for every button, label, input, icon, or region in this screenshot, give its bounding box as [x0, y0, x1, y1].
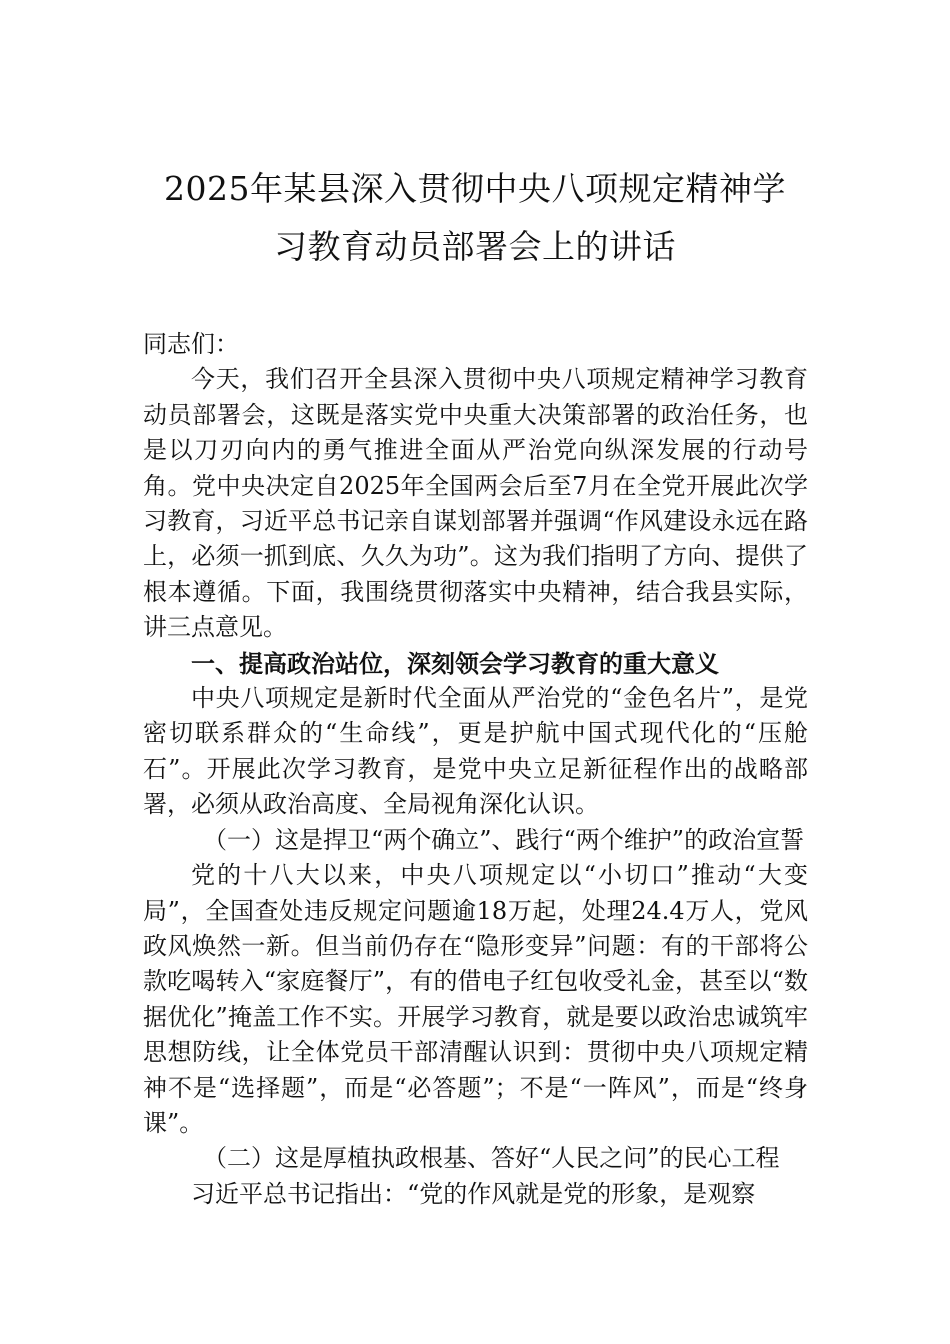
- title-line-1: 2025年某县深入贯彻中央八项规定精神学: [164, 169, 786, 208]
- salutation: 同志们：: [143, 330, 239, 358]
- title-line-2: 习教育动员部署会上的讲话: [274, 227, 676, 266]
- paragraph-subsection-2: 习近平总书记指出：“党的作风就是党的形象，是观察: [191, 1179, 756, 1208]
- paragraph-subsection-1: 党的十八大以来，中央八项规定以“小切口”推动“大变局”，全国查处违反规定问题逾18万起，处理24.4万人，党风政风焕然一新。但当前仍存在“隐形变异”问题：有的干部将公款吃喝转入“家庭餐厅”，有的借电子红包收受礼金，甚至以“数据优化”掩盖工作不实。开展学习教育，就是要以政治忠诚筑牢思想防线，让全体党员干部清醒认识到：贯彻中央八项规定精神不是“选择题”，而是“必答题”；不是“一阵风”，而是“终身课”。: [143, 861, 808, 1137]
- document-body: [143, 327, 808, 1212]
- paragraph-intro: 今天，我们召开全县深入贯彻中央八项规定精神学习教育动员部署会，这既是落实党中央重大决策部署的政治任务，也是以刀刃向内的勇气推进全面从严治党向纵深发展的行动号角。党中央决定自2025年全国两会后至7月在全党开展此次学习教育，习近平总书记亲自谋划部署并强调“作风建设永远在路上，必须一抓到底、久久为功”。这为我们指明了方向、提供了根本遵循。下面，我围绕贯彻落实中央精神，结合我县实际，讲三点意见。: [143, 365, 808, 642]
- paragraph-section-1: 中央八项规定是新时代全面从严治党的“金色名片”，是党密切联系群众的“生命线”，更是护航中国式现代化的“压舱石”。开展此次学习教育，是党中央立足新征程作出的战略部署，必须从政治高度、全局视角深化认识。: [143, 684, 808, 819]
- subheading-2: （二）这是厚植执政根基、答好“人民之问”的民心工程: [203, 1144, 780, 1173]
- section-heading-1: 一、提高政治站位，深刻领会学习教育的重大意义: [191, 648, 719, 678]
- subheading-1: （一）这是捍卫“两个确立”、践行“两个维护”的政治宣誓: [203, 825, 805, 854]
- document-title: [120, 160, 830, 276]
